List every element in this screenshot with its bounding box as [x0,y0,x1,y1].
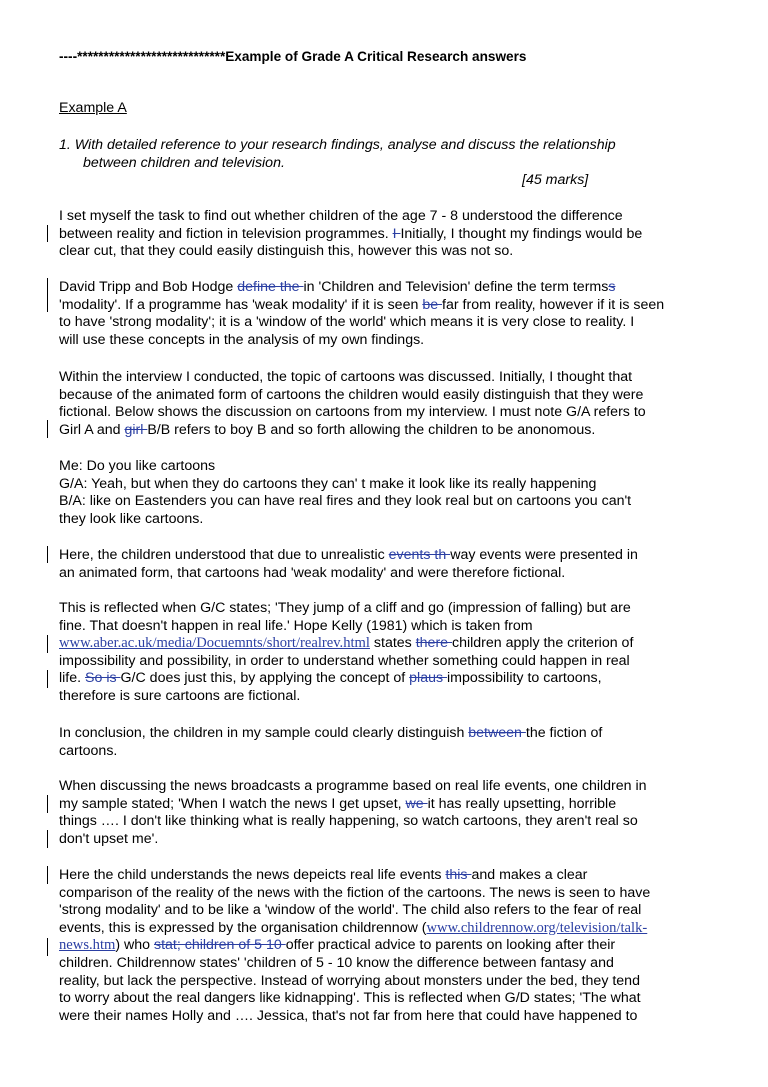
paragraph-1 [59,208,719,261]
change-bar [47,670,48,688]
paragraph-2 [59,279,719,349]
text-span: events, this is expressed by the organisation childrennow ( [59,919,427,936]
text-line [59,725,719,743]
change-bar [47,278,48,312]
text-line: clear cut, that they could easily distinguish this, however this was not so. [59,243,514,260]
section-heading: Example A [59,100,127,116]
text-line: because of the animated form of cartoons the children would easily distinguish that they were [59,386,644,403]
text-line: 'strong modality' and to be like a 'window of the world'. The child also refers to the fear of real [59,902,642,919]
text-line: will use these concepts in the analysis of my own findings. [59,331,425,348]
text-line: things …. I don't like thinking what is really happening, so watch cartoons, they aren't real so [59,813,638,830]
text-line: children. Childrennow states' 'children of 5 - 10 know the difference between fantasy and [59,954,614,971]
text-line: to worry about the real dangers like kidnapping'. This is reflected when G/D states; 'The what [59,990,641,1007]
text-span: Here, the children understood that due to unrealistic [59,547,389,563]
change-bar [47,830,48,848]
deleted-text: define the [237,279,304,295]
text-line: comparison of the reality of the news with the fiction of the cartoons. The news is seen to have [59,884,651,901]
dialogue-line: they look like cartoons. [59,510,204,527]
text-span: David Tripp and Bob Hodge [59,279,238,295]
text-line: fine. That doesn't happen in real life.' Hope Kelly (1981) which is taken from [59,617,533,634]
interview-dialogue [59,458,719,528]
deleted-text: So is [85,670,121,687]
text-line: don't upset me'. [59,830,159,847]
text-span: and makes a clear [471,867,588,883]
text-line [59,547,719,565]
question-block [59,137,719,190]
source-link[interactable]: news.htm [59,937,116,954]
paragraph-4 [59,547,719,582]
source-link[interactable]: www.aber.ac.uk/media/Docuemnts/short/realrev.html [59,635,370,652]
text-span: way events were presented in [450,547,638,563]
text-span: ) who [115,937,154,954]
deleted-text: events th [388,547,451,563]
change-bar [47,635,48,653]
text-line [59,635,719,653]
text-span: my sample stated; 'When I watch the news I get upset, [59,795,406,812]
text-line: therefore is sure cartoons are fictional. [59,687,301,704]
source-link[interactable]: www.childrennow.org/television/talk- [426,919,648,936]
text-span: the fiction of [525,725,603,741]
text-span: states [369,635,416,652]
text-span: B/B refers to boy B and so forth allowing the children to be anonomous. [147,421,596,438]
change-bar [47,420,48,438]
deleted-text: I [392,225,401,242]
text-span: Here the child understands the news depeicts real life events [59,867,446,883]
text-span: G/C does just this, by applying the concept of [120,670,410,687]
marks-label: [45 marks] [522,172,589,189]
paragraph-6 [59,725,719,760]
text-line: to have 'strong modality'; it is a 'window of the world' which means it is very close to reality. I [59,314,635,331]
text-line: impossibility and possibility, in order to understand whether something could happen in real [59,652,630,669]
text-line: cartoons. [59,742,118,759]
text-span: children apply the criterion of [452,635,634,652]
text-line [59,796,719,814]
text-span: far from reality, however if it is seen [442,296,665,313]
dialogue-line: B/A: like on Eastenders you can have real fires and they look real but on cartoons you can't [59,493,632,510]
text-line [59,422,719,440]
text-line [59,226,719,244]
change-bar [47,546,48,563]
marks-line [59,172,719,190]
text-line: This is reflected when G/C states; 'They jump of a cliff and go (impression of falling) but are [59,600,631,616]
text-span: Girl A and [59,421,125,438]
text-line [59,670,719,688]
question-line: 1. With detailed reference to your research findings, analyse and discuss the relationship [59,137,616,153]
paragraph-3 [59,369,719,439]
paragraph-8 [59,867,719,1025]
paragraph-5 [59,600,719,706]
text-span: Initially, I thought my findings would be [400,225,643,242]
deleted-text: plaus [409,670,448,687]
text-line: When discussing the news broadcasts a programme based on real life events, one children in [59,778,647,794]
text-line [59,937,719,955]
deleted-text: be [422,296,443,313]
change-bar [47,866,48,884]
text-line: reality, but lack the perspective. Instead of worrying about monsters under the bed, they tend [59,972,640,989]
text-line [59,867,719,885]
text-span: In conclusion, the children in my sample could clearly distinguish [59,725,469,741]
text-span: life. [59,670,86,687]
deleted-text: stat; children of 5 10 [154,937,286,954]
text-line [59,297,719,315]
deleted-text: this [445,867,472,883]
text-line: fictional. Below shows the discussion on cartoons from my interview. I must note G/A refers to [59,404,646,421]
text-line: Within the interview I conducted, the topic of cartoons was discussed. Initially, I thought that [59,369,633,385]
text-span: impossibility to cartoons, [447,670,602,687]
dialogue-line: G/A: Yeah, but when they do cartoons they can' t make it look like its really happening [59,475,597,492]
text-line: were their names Holly and …. Jessica, that's not far from here that could have happened to [59,1007,638,1024]
change-bar [47,938,48,956]
deleted-text: s [608,279,616,295]
change-bar [47,795,48,813]
text-span: it has really upsetting, horrible [427,795,617,812]
text-span: in 'Children and Television' define the term terms [303,279,609,295]
document-title: ----****************************Example of Grade A Critical Research answers [59,49,527,64]
dialogue-line: Me: Do you like cartoons [59,458,216,474]
deleted-text: between [468,725,526,741]
text-line: I set myself the task to find out whether children of the age 7 - 8 understood the difference [59,208,623,224]
text-line [59,920,719,938]
paragraph-7 [59,778,719,848]
change-bar [47,225,48,242]
question-line: between children and television. [83,154,285,171]
text-line: an animated form, that cartoons had 'weak modality' and were therefore fictional. [59,564,566,581]
text-span: 'modality'. If a programme has 'weak modality' if it is seen [59,296,423,313]
deleted-text: girl [124,421,148,438]
text-line [59,279,719,297]
deleted-text: there [415,635,452,652]
text-span: between reality and fiction in television programmes. [59,225,393,242]
text-span: offer practical advice to parents on looking after their [285,937,616,954]
deleted-text: we [405,795,428,812]
